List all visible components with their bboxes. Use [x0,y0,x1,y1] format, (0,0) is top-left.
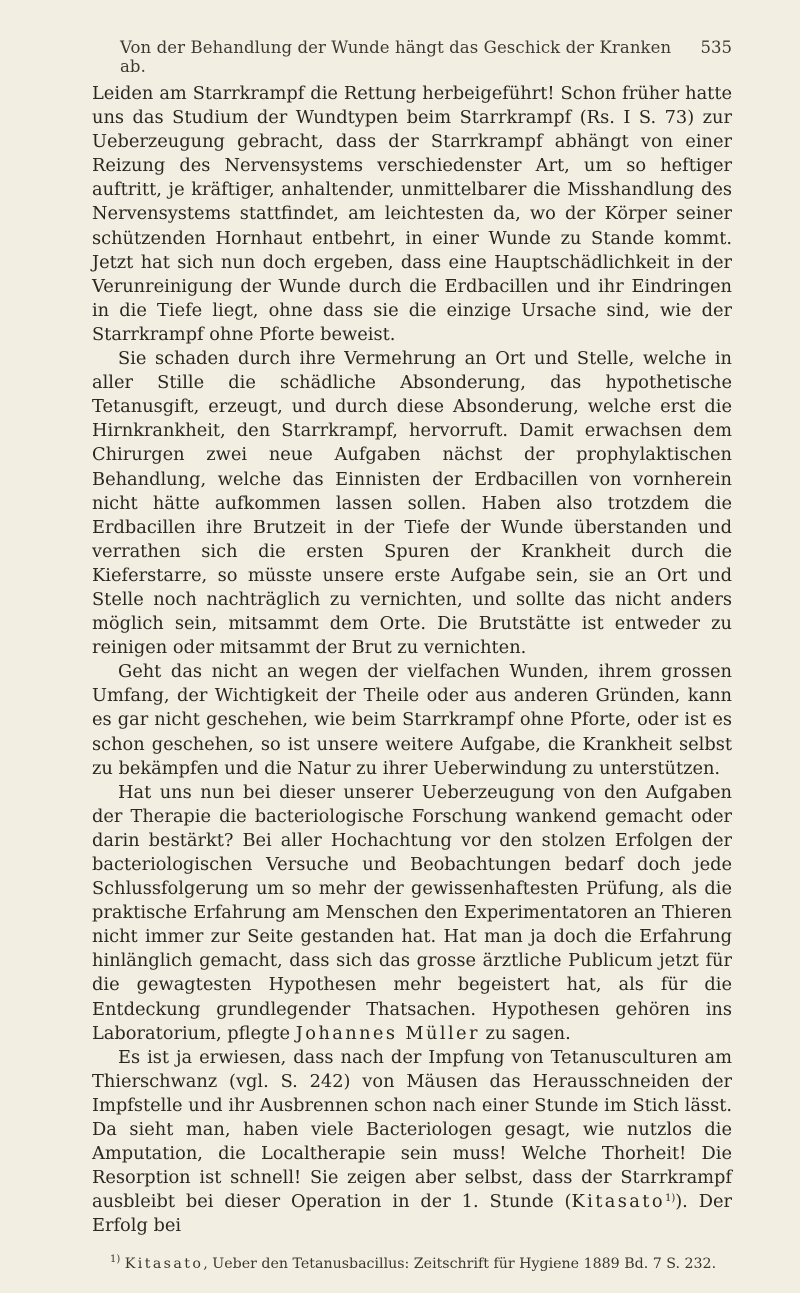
paragraph-1: Leiden am Starrkrampf die Rettung herbeigeführt! Schon früher hatte uns das Studium der Wundtypen beim Starrkrampf (Rs. I S. 73) zur Ueberzeugung gebracht, dass der Starrkrampf abhängt von einer Reizung des Nervensystems verschiedenster Art, um so heftiger auftritt, je kräftiger, anhaltender, unmittelbarer die Misshandlung des Nervensystems stattfindet, am leichtesten da, wo der Körper seiner schützenden Hornhaut entbehrt, in einer Wunde zu Stande kommt. Jetzt hat sich nun doch ergeben, dass eine Hauptschädlichkeit in der Verunreinigung der Wunde durch die Erdbacillen und ihr Eindringen in die Tiefe liegt, ohne dass sie die einzige Ursache sind, wie der Starrkrampf ohne Pforte beweist. [92,83,732,345]
author-name-mueller: Johannes Müller [295,1022,480,1044]
body-text [92,82,732,1239]
paragraph-3: Geht das nicht an wegen der vielfachen Wunden, ihrem grossen Umfang, der Wichtigkeit der Theile oder aus anderen Gründen, kann es gar nicht geschehen, wie beim Starrkrampf ohne Pforte, oder ist es schon geschehen, so ist unsere weitere Aufgabe, die Krankheit selbst zu bekämpfen und die Natur zu ihrer Ueberwindung zu unterstützen. [92,661,732,779]
page-number: 535 [700,38,732,57]
footnote-author: Kitasato [124,1255,204,1272]
paragraph-5 [92,1046,732,1239]
footnote-ref: 1) [664,1193,676,1205]
footnotes [92,1255,732,1274]
running-title: Von der Behandlung der Wunde hängt das Geschick der Kranken ab. [120,38,672,76]
footnote [92,1255,732,1274]
paragraph-2: Sie schaden durch ihre Vermehrung an Ort und Stelle, welche in aller Stille die schädliche Absonderung, das hypothetische Tetanusgift, erzeugt, und durch diese Absonderung, welche erst die Hirnkrankheit, den Starrkrampf, hervorruft. Damit erwachsen dem Chirurgen zwei neue Aufgaben nächst der prophylaktischen Behandlung, welche das Einnisten der Erdbacillen von vornherein nicht hätte aufkommen lassen sollen. Haben also trotzdem die Erdbacillen ihre Brutzeit in der Tiefe der Wunde überstanden und verrathen sich die ersten Spuren der Krankheit durch die Kieferstarre, so müsste unsere erste Aufgabe sein, sie an Ort und Stelle noch nachträglich zu vernichten, und sollte das nicht anders möglich sein, mitsammt dem Orte. Die Brutstätte ist entweder zu reinigen oder mitsammt der Brut zu vernichten. [92,348,732,659]
paragraph-4-text: Hat uns nun bei dieser unserer Ueberzeugung von den Aufgaben der Therapie die bacteriologische Forschung wankend gemacht oder darin bestärkt? Bei aller Hochachtung vor den stolzen Erfolgen der bacteriologischen Versuche und Beobachtungen bedarf doch jede Schlussfolgerung um so mehr der gewissenhaftesten Prüfung, als die praktische Erfahrung am Menschen den Experimentatoren an Thieren nicht immer zur Seite gestanden hat. Hat man ja doch die Erfahrung hinlänglich gemacht, dass sich das grosse ärztliche Publicum jetzt für die gewagtesten Hypothesen mehr begeistert hat, als für die Entdeckung grundlegender Thatsachen. Hypothesen gehören ins Laboratorium, pflegte [92,781,732,1044]
footnote-text: , Ueber den Tetanusbacillus: Zeitschrift für Hygiene 1889 Bd. 7 S. 232. [203,1255,717,1272]
footnote-marker: 1) [110,1253,121,1265]
running-header [92,38,732,76]
author-name-kitasato: Kitasato [571,1191,665,1213]
paragraph-5-text: Es ist ja erwiesen, dass nach der Impfung von Tetanusculturen am Thierschwanz (vgl. S. 242) von Mäusen das Herausschneiden der Impfstelle und ihr Ausbrennen schon nach einer Stunde im Stich lässt. Da sieht man, haben viele Bacteriologen gesagt, wie nutzlos die Amputation, die Localtherapie sein muss! Welche Thorheit! Die Resorption ist schnell! Sie zeigen aber selbst, dass der Starrkrampf ausbleibt bei dieser Operation in der 1. Stunde ( [92,1046,732,1213]
paragraph-4-end: zu sagen. [485,1022,571,1044]
paragraph-4 [92,781,732,1046]
paragraph-5-end: ). Der Erfolg bei [92,1191,732,1237]
